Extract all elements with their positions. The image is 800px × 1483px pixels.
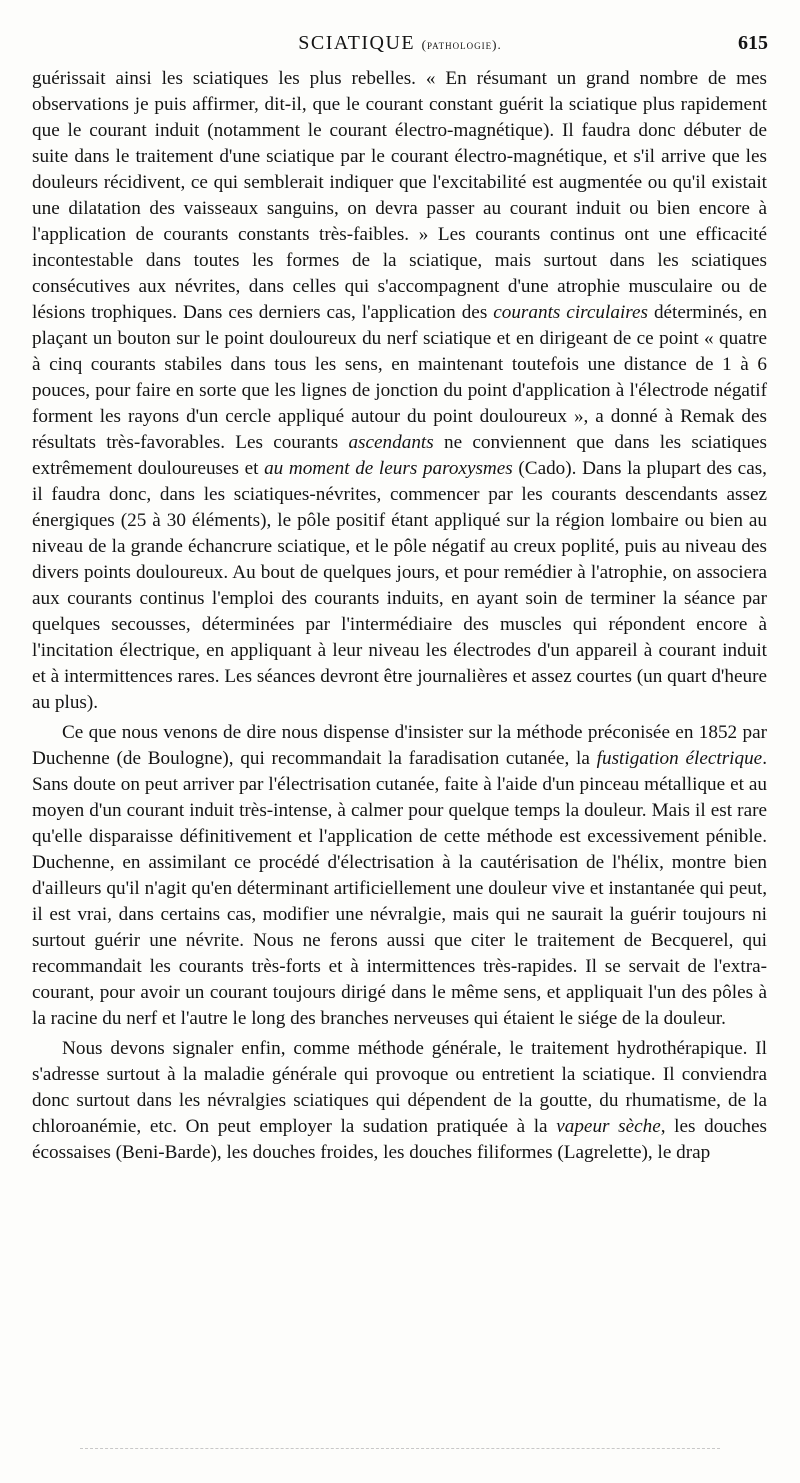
running-title <box>30 32 770 55</box>
text-run: déterminés, en plaçant un bouton sur le point douloureux du nerf sciatique et en dirigeant de ce point « quatre à cinq courants stabiles dans tous les sens, en maintenant toutefois une distance de 1 à 6 pouces, pour faire en sorte que les lignes de jonction du point d'application à l'électrode négatif forment les rayons d'un cercle appliqué autour du point douloureux », a donné à Remak des résultats très-favorables. Les courants <box>32 302 767 453</box>
text-run: . Sans doute on peut arriver par l'électrisation cutanée, faite à l'aide d'un pinceau métallique et au moyen d'un courant induit très-intense, à calmer pour quelque temps la douleur. Mais il est rare qu'elle disparaisse définitivement et l'application de cette méthode est excessivement pénible. Duchenne, en assimilant ce procédé d'électrisation à la cautérisation de l'hélix, montre bien d'ailleurs qu'il n'agit qu'en déterminant artificiellement une douleur vive et instantanée qui peut, il est vrai, dans certains cas, modifier une névralgie, mais qui ne saurait la guérir toujours ni surtout guérir une névrite. Nous ne ferons aussi que citer le traitement de Becquerel, qui recommandait les courants très-forts et à intermittences très-rapides. Il se servait de l'extra-courant, pour avoir un courant toujours dirigé dans le même sens, et appliquait l'un des pôles à la racine du nerf et l'autre le long des branches nerveuses qui étaient le siége de la douleur. <box>32 748 767 1029</box>
footer-rule <box>80 1448 720 1449</box>
italic-phrase: ascendants <box>348 432 434 453</box>
paragraph <box>32 1036 767 1166</box>
running-title-subtitle: (pathologie). <box>421 37 502 52</box>
body-text <box>32 66 767 1166</box>
text-run: , les douches écossaises (Beni-Barde), les douches froides, les douches filiformes (Lagrelette), le drap <box>32 1116 767 1163</box>
paragraph <box>32 66 767 716</box>
text-run: Ce que nous venons de dire nous dispense d'insister sur la méthode préconisée en 1852 par Duchenne (de Boulogne), qui recommandait la faradisation cutanée, la <box>32 722 767 769</box>
text-run: (Cado). Dans la plupart des cas, il faudra donc, dans les sciatiques-névrites, commencer par les courants descendants assez énergiques (25 à 30 éléments), le pôle positif étant appliqué sur la région lombaire ou bien au niveau de la grande échancrure sciatique, et le pôle négatif au creux poplité, puis au niveau des divers points douloureux. Au bout de quelques jours, et pour remédier à l'atrophie, on associera aux courants continus l'emploi des courants induits, en ayant soin de terminer la séance par quelques secousses, déterminées par l'intermédiaire des muscles qui répondent encore à l'incitation électrique, en appliquant à leur niveau les électrodes d'un appareil à courant induit et à intermittences rares. Les séances devront être journalières et assez courtes (un quart d'heure au plus). <box>32 458 767 713</box>
running-header <box>30 32 770 60</box>
running-title-main: SCIATIQUE <box>298 32 416 54</box>
italic-phrase: courants circulaires <box>493 302 649 323</box>
text-run: Nous devons signaler enfin, comme méthode générale, le traitement hydrothérapique. Il s'adresse surtout à la maladie générale qui provoque ou entretient la sciatique. Il conviendra donc surtout dans les névralgies sciatiques qui dépendent de la goutte, du rhumatisme, de la chloroanémie, etc. On peut employer la sudation pratiquée à la <box>32 1038 767 1137</box>
italic-phrase: vapeur sèche <box>556 1116 661 1137</box>
text-run: guérissait ainsi les sciatiques les plus rebelles. « En résumant un grand nombre de mes observations je puis affirmer, dit-il, que le courant constant guérit la sciatique plus rapidement que le courant induit (notamment le courant électro-magnétique). Il faudra donc débuter de suite dans le traitement d'une sciatique par le courant électro-magnétique, et s'il arrive que les douleurs récidivent, ce qui semblerait indiquer que l'excitabilité est augmentée ou qu'il existait une dilatation des vaisseaux sanguins, on devra passer au courant induit ou bien encore à l'application de courants constants très-faibles. » Les courants continus ont une efficacité incontestable dans toutes les formes de la sciatique, mais surtout dans les sciatiques consécutives aux névrites, dans celles qui s'accompagnent d'une atrophie musculaire ou de lésions trophiques. Dans ces derniers cas, l'application des <box>32 68 767 323</box>
text-run: ne conviennent que dans les sciatiques extrêmement douloureuses et <box>32 432 767 479</box>
paragraph <box>32 720 767 1032</box>
italic-phrase: au moment de leurs paroxysmes <box>264 458 513 479</box>
italic-phrase: fustigation électrique <box>596 748 763 769</box>
page-number: 615 <box>738 32 768 54</box>
